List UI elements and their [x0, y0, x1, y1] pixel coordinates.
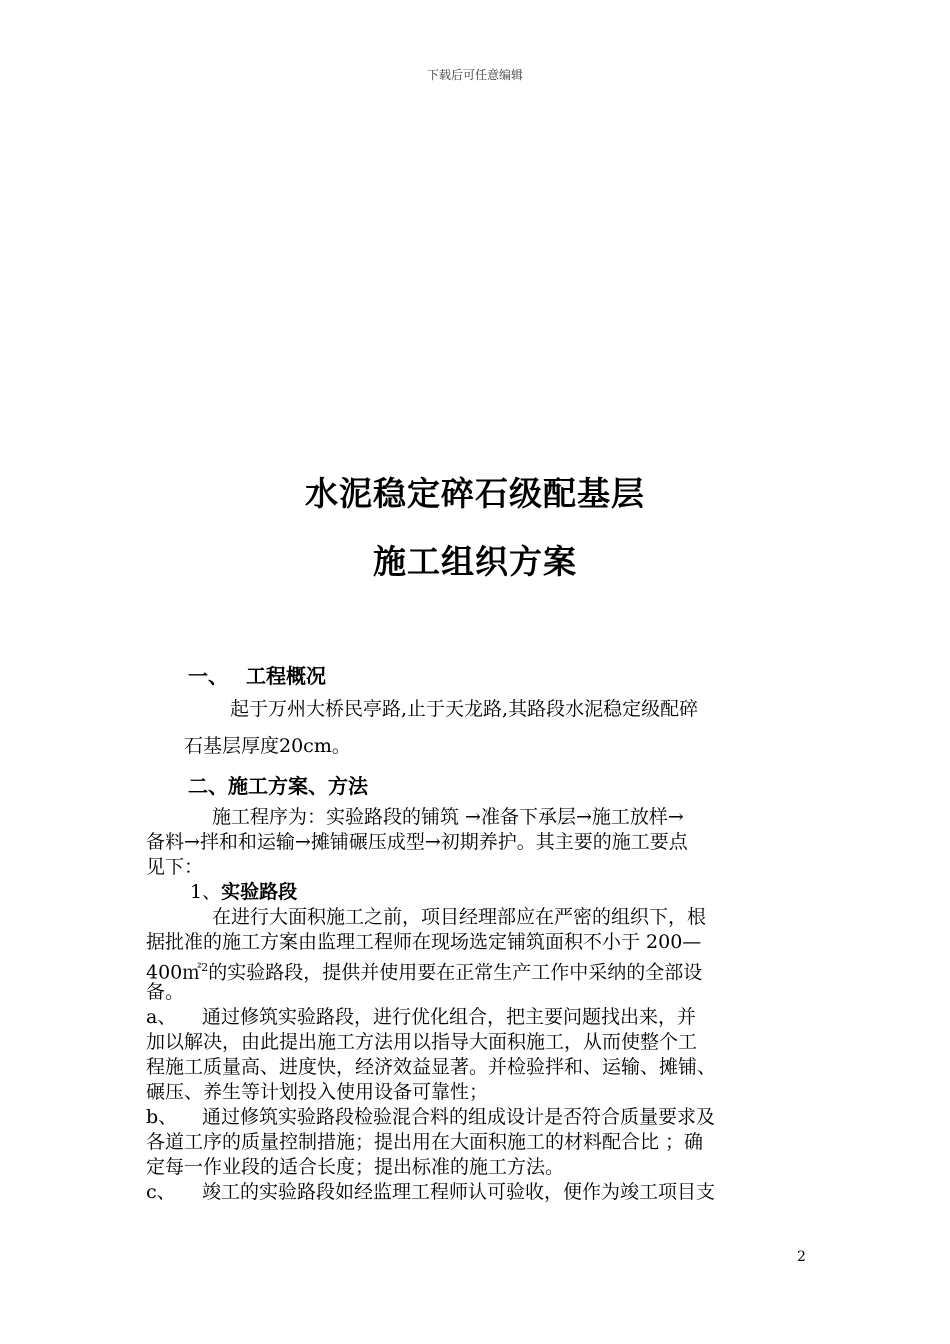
item-a-label: a、	[146, 1006, 177, 1028]
intro-line-3: 见下：	[146, 856, 204, 878]
item-b-line-2: 各道工序的质量控制措施；提出用在大面积施工的材料配合比 ；确	[146, 1131, 704, 1153]
sub1-superscript: 2	[201, 961, 209, 974]
item-c-text-1: 竣工的实验路段如经监理工程师认可验收，便作为竣工项目支	[202, 1181, 716, 1203]
subsection-1-number: 1、	[190, 881, 222, 903]
section-1-heading	[188, 660, 326, 689]
sub1-line-4: 备。	[146, 981, 185, 1003]
intro-line-2: 备料→拌和和运输→摊铺碾压成型→初期养护。其主要的施工要点	[146, 831, 688, 853]
item-c-line-1	[146, 1180, 826, 1205]
sub1-area-value: 400㎡	[146, 961, 202, 984]
page-header: 下载后可任意编辑	[426, 68, 523, 82]
item-b-label: b、	[146, 1106, 178, 1128]
section-1-paragraph-line-1: 起于万州大桥民亭路,止于天龙路,其路段水泥稳定级配碎	[230, 698, 699, 720]
item-a-line-4: 碾压、养生等计划投入使用设备可靠性；	[146, 1081, 489, 1103]
section-2-heading: 二、施工方案、方法	[188, 774, 368, 798]
sub1-line-2: 据批准的施工方案由监理工程师在现场选定铺筑面积不小于 200—	[146, 931, 702, 953]
item-a-line-3: 程施工质量高、进度快，经济效益显著。并检验拌和、运输、摊铺、	[146, 1056, 717, 1078]
item-b-line-3: 定每一作业段的适合长度；提出标准的施工方法。	[146, 1156, 565, 1178]
item-b-line-1	[146, 1105, 826, 1130]
document-title-line-1: 水泥稳定碎石级配基层	[305, 474, 645, 513]
sub1-line-3-text: 的实验路段，提供并使用要在正常生产工作中采纳的全部设	[208, 961, 703, 984]
section-1-paragraph-line-2: 石基层厚度20cm。	[184, 735, 351, 757]
section-1-number: 一、	[188, 664, 228, 688]
intro-line-1: 施工程序为：实验路段的铺筑 →准备下承层→施工放样→	[212, 806, 684, 828]
item-c-label: c、	[146, 1181, 176, 1203]
document-title-line-2: 施工组织方案	[373, 542, 577, 581]
item-a-line-2: 加以解决，由此提出施工方法用以指导大面积施工，从而使整个工	[146, 1031, 698, 1053]
page-number: 2	[797, 1249, 806, 1265]
item-a-text-1: 通过修筑实验路段，进行优化组合，把主要问题找出来，并	[202, 1006, 697, 1028]
item-a-line-1	[146, 1005, 826, 1030]
item-b-text-1: 通过修筑实验路段检验混合料的组成设计是否符合质量要求及	[202, 1106, 716, 1128]
subsection-1-title: 实验路段	[221, 881, 298, 903]
subsection-1-heading	[190, 880, 870, 905]
section-1-title: 工程概况	[246, 664, 326, 688]
sub1-line-1: 在进行大面积施工之前，项目经理部应在严密的组织下，根	[212, 906, 707, 928]
